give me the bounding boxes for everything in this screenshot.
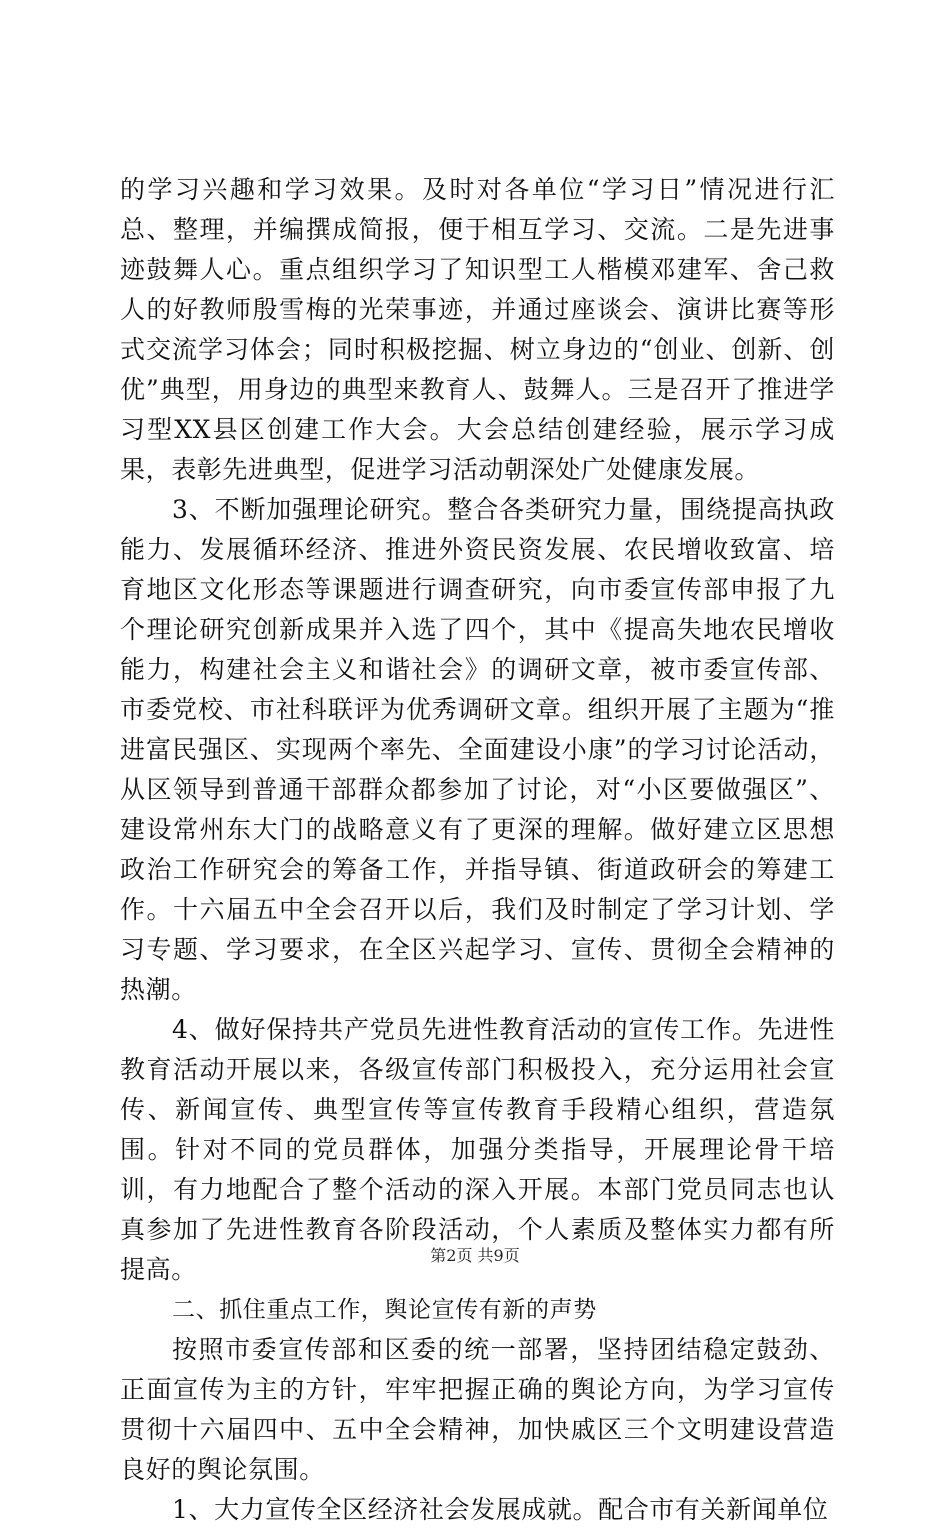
section-heading: 二、抓住重点工作，舆论宣传有新的声势 bbox=[172, 1297, 597, 1323]
page-number-footer: 第2页 共9页 bbox=[430, 1246, 520, 1265]
paragraph-party-education: 4、做好保持共产党员先进性教育活动的宣传工作。先进性教育活动开展以来，各级宣传部门积极投入，充分运用社会宣传、新闻宣传、典型宣传等宣传教育手段精心组织，营造氛围。针对不同的党员群体，加强分类指导，开展理论骨干培训，有力地配合了整个活动的深入开展。本部门党员同志也认真参加了先进性教育各阶段活动，个人素质及整体实力都有所提高。 bbox=[120, 1015, 835, 1284]
paragraph-theory-research: 3、不断加强理论研究。整合各类研究力量，围绕提高执政能力、发展循环经济、推进外资民资发展、农民增收致富、培育地区文化形态等课题进行调查研究，向市委宣传部申报了九个理论研究创新成果并入选了四个，其中《提高失地农民增收能力，构建社会主义和谐社会》的调研文章，被市委宣传部、市委党校、市社科联评为优秀调研文章。组织开展了主题为“推进富民强区、实现两个率先、全面建设小康”的学习讨论活动，从区领导到普通干部群众都参加了讨论，对“小区要做强区”、建设常州东大门的战略意义有了更深的理解。做好建立区思想政治工作研究会的筹备工作，并指导镇、街道政研会的筹建工作。十六届五中全会召开以后，我们及时制定了学习计划、学习专题、学习要求，在全区兴起学习、宣传、贯彻全会精神的热潮。 bbox=[120, 495, 835, 1004]
paragraph-learning-results: 的学习兴趣和学习效果。及时对各单位“学习日”情况进行汇总、整理，并编撰成简报，便于相互学习、交流。二是先进事迹鼓舞人心。重点组织学习了知识型工人楷模邓建军、舍己救人的好教师殷雪梅的光荣事迹，并通过座谈会、演讲比赛等形式交流学习体会；同时积极挖掘、树立身边的“创业、创新、创优”典型，用身边的典型来教育人、鼓舞人。三是召开了推进学习型XX县区创建工作大会。大会总结创建经验，展示学习成果，表彰先进典型，促进学习活动朝深处广处健康发展。 bbox=[120, 175, 835, 484]
paragraph-economic-achievements: 1、大力宣传全区经济社会发展成就。配合市有关新闻单位 bbox=[172, 1495, 829, 1524]
paragraph-public-opinion: 按照市委宣传部和区委的统一部署，坚持团结稳定鼓劲、正面宣传为主的方针，牢牢把握正确的舆论方向，为学习宣传贯彻十六届四中、五中全会精神，加快戚区三个文明建设营造良好的舆论氛围。 bbox=[120, 1335, 835, 1484]
document-body bbox=[120, 170, 835, 1530]
